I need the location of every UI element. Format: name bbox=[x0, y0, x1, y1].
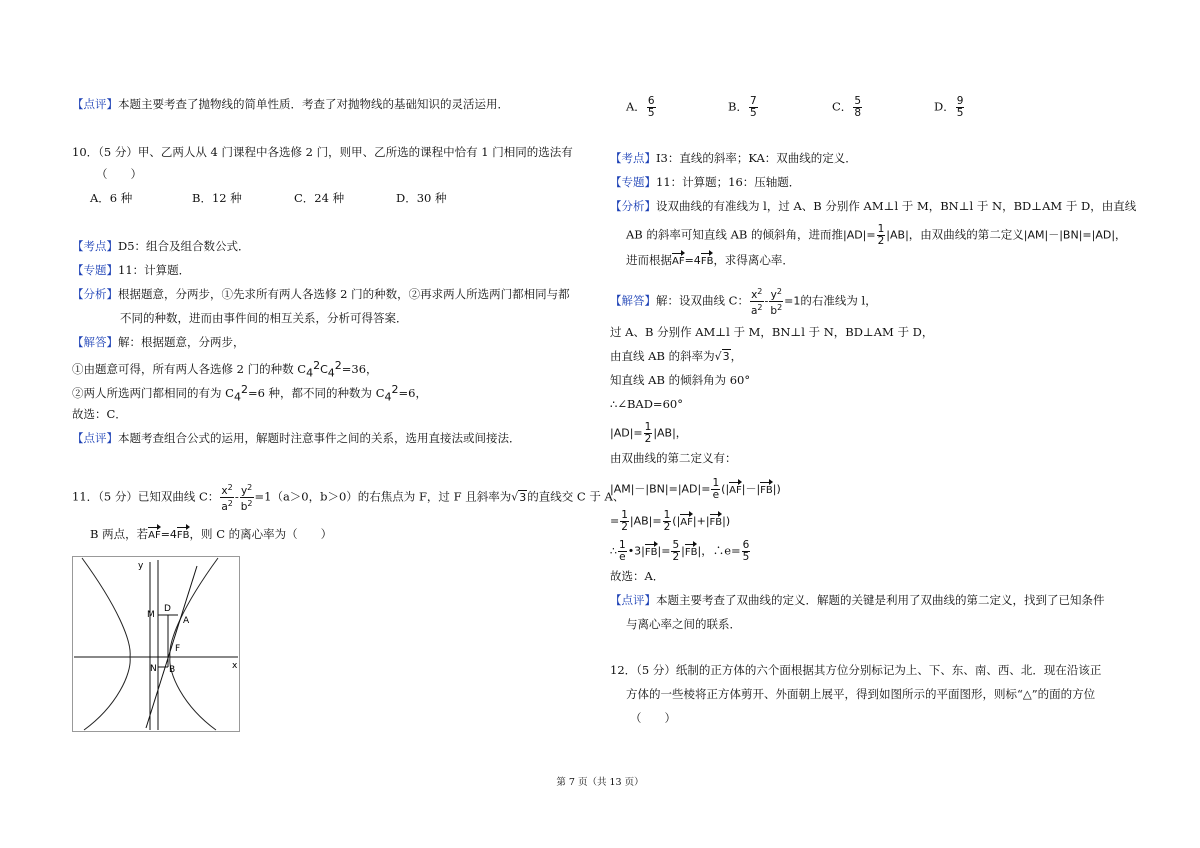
q11-option-a bbox=[626, 96, 657, 119]
q11-fenxi-3: 进而根据AF=4FB，求得离心率． bbox=[626, 252, 794, 270]
label-b: B bbox=[169, 665, 176, 675]
review-tag: 【点评】 bbox=[610, 593, 656, 607]
kaodian-tag: 【考点】 bbox=[72, 239, 118, 253]
kaodian-tag: 【考点】 bbox=[610, 151, 656, 165]
label-d: D bbox=[164, 604, 171, 614]
step2-end: =6， bbox=[398, 386, 427, 400]
q11-s2: 由直线 AB 的斜率为√3， bbox=[610, 349, 743, 363]
label-x: x bbox=[232, 661, 238, 671]
hyperbola-figure bbox=[72, 556, 240, 732]
q11-s6: 由双曲线的第二定义有： bbox=[610, 451, 737, 465]
fenxi3-b: ，求得离心率． bbox=[713, 253, 794, 267]
q10-jieda bbox=[72, 334, 245, 350]
q11-zhuanti bbox=[610, 174, 800, 190]
q11-s9: ∴ $\frac{1}{e}$ •3|FB|= $\frac{5}{2}$ |FB|，∴e= $\frac{6}{5}$ bbox=[610, 539, 750, 563]
fenxi-text-1: 根据题意，分两步，①先求所有两人各选修 2 门的种数，②再求两人所选两门都相同与都 bbox=[118, 287, 570, 301]
label-a: A bbox=[183, 616, 190, 626]
option-c-num: 5 bbox=[854, 95, 861, 107]
label-f: F bbox=[175, 644, 181, 654]
q11-kaodian bbox=[610, 150, 857, 166]
zhuanti-tag: 【专题】 bbox=[610, 175, 656, 189]
review-tag: 【点评】 bbox=[72, 431, 118, 445]
q12-line2: 方体的一些棱将正方体剪开、外面朝上展平，得到如图所示的平面图形，则标“△”的面的方位 bbox=[626, 687, 1096, 701]
q11-option-c bbox=[832, 96, 863, 119]
jieda-tag: 【解答】 bbox=[610, 293, 656, 308]
q10-paren: （ ） bbox=[96, 167, 142, 181]
fenxi2-b: ，由双曲线的第二定义 bbox=[908, 227, 1024, 242]
review-text-1: 本题主要考查了双曲线的定义．解题的关键是利用了双曲线的第二定义，找到了已知条件 bbox=[656, 593, 1105, 607]
option-c-den: 8 bbox=[854, 107, 861, 119]
fenxi-text-1: 设双曲线的有准线为 l，过 A、B 分别作 AM⊥l 于 M，BN⊥l 于 N，BD⊥AM 于 D，由直线 bbox=[656, 199, 1137, 213]
fenxi3-a: 进而根据 bbox=[626, 253, 672, 267]
q11-fenxi-2: AB 的斜率可知直线 AB 的倾斜角，进而推|AD|= $\frac{1}{2}$ |AB|，由双曲线的第二定义|AM|－|BN|=|AD|， bbox=[626, 223, 1127, 247]
q12-paren: （ ） bbox=[630, 711, 676, 725]
review-text: 本题主要考查了抛物线的简单性质．考查了对抛物线的基础知识的灵活运用． bbox=[118, 97, 509, 111]
figure-border bbox=[73, 557, 240, 732]
step1-result: =36， bbox=[341, 362, 378, 376]
option-c-label: C． bbox=[832, 99, 853, 114]
jieda-a: 解：设双曲线 C： bbox=[656, 293, 749, 308]
q10-option-c: C．24 种 bbox=[294, 191, 345, 205]
step1-text: ①由题意可得，所有两人各选修 2 门的种数 C bbox=[72, 362, 307, 376]
option-d-label: D． bbox=[934, 99, 955, 114]
q11-line2-a: B 两点，若 bbox=[90, 527, 149, 541]
q11-answer: 故选：A． bbox=[610, 569, 665, 583]
step2-text: ②两人所选两门都相同的有为 C bbox=[72, 386, 234, 400]
option-a-den: 5 bbox=[647, 107, 655, 119]
label-y: y bbox=[138, 561, 144, 571]
q11-s7: |AM|－|BN|=|AD|= $\frac{1}{e}$ (|AF|－|FB|) bbox=[610, 477, 781, 501]
s9-text: ，∴e= bbox=[701, 543, 741, 558]
q12-line1: 12．（5 分）纸制的正方体的六个面根据其方位分别标记为上、下、东、南、西、北．现在沿该正 bbox=[610, 663, 1102, 677]
q10-fenxi bbox=[72, 286, 570, 302]
zhuanti-text: 11：计算题；16：压轴题． bbox=[656, 175, 801, 189]
s2-text: 由直线 AB 的斜率为 bbox=[610, 349, 715, 363]
option-b-den: 5 bbox=[749, 107, 757, 119]
label-n: N bbox=[150, 664, 157, 674]
jieda-tag: 【解答】 bbox=[72, 335, 118, 349]
jieda-text: 解：根据题意，分两步， bbox=[118, 335, 245, 349]
fenxi-tag: 【分析】 bbox=[610, 199, 656, 213]
step2-mid: =6 种，都不同的种数为 C bbox=[247, 386, 385, 400]
q11-option-b bbox=[728, 96, 759, 119]
q11-line2: B 两点，若AF=4FB，则 C 的离心率为（ ） bbox=[90, 526, 332, 544]
q11-s3: 知直线 AB 的倾斜角为 60° bbox=[610, 373, 751, 387]
q10-review bbox=[72, 430, 521, 446]
q10-answer: 故选：C． bbox=[72, 407, 127, 421]
q11-review bbox=[610, 592, 1105, 608]
jieda-b: 的右准线为 l， bbox=[800, 293, 877, 308]
label-m: M bbox=[147, 610, 155, 620]
review-text: 本题考查组合公式的运用，解题时注意事件之间的关系，选用直接法或间接法． bbox=[118, 431, 521, 445]
q11-stem-a: 11．（5 分）已知双曲线 C： bbox=[72, 489, 220, 504]
option-a-num: 6 bbox=[647, 95, 655, 107]
q10-option-d: D．30 种 bbox=[396, 191, 447, 205]
q11-s4: ∴∠BAD=60° bbox=[610, 397, 683, 411]
review-tag: 【点评】 bbox=[72, 97, 118, 111]
q11-review-2: 与离心率之间的联系． bbox=[626, 617, 741, 631]
kaodian-text: D5：组合及组合数公式． bbox=[118, 239, 250, 253]
q9-review bbox=[72, 96, 509, 112]
q11-s5: |AD|= $\frac{1}{2}$ |AB|， bbox=[610, 421, 687, 445]
line-ab bbox=[146, 566, 197, 728]
q11-stem: 11．（5 分）已知双曲线 C： $\frac{x^2}{a^2}$ - $\frac{y^2}{b^2}$ =1（a＞0，b＞0）的右焦点为 F，过 F 且斜率为√3的直线交 C 于 A、 bbox=[72, 483, 625, 513]
zhuanti-text: 11：计算题． bbox=[118, 263, 191, 277]
option-b-num: 7 bbox=[749, 95, 757, 107]
fraction-x2-a2: $\frac{x^2}{a^2}$ bbox=[221, 483, 233, 513]
kaodian-text: I3：直线的斜率；KA：双曲线的定义． bbox=[656, 151, 857, 165]
q11-jieda: 【解答】解：设双曲线 C： $\frac{x^2}{a^2}$ - $\frac{y^2}{b^2}$ =1的右准线为 l， bbox=[610, 287, 877, 317]
fraction-y2-b2: $\frac{y^2}{b^2}$ bbox=[240, 483, 253, 513]
q10-kaodian bbox=[72, 238, 250, 254]
fenxi2-a: AB 的斜率可知直线 AB 的倾斜角，进而推 bbox=[626, 227, 843, 242]
q10-option-b: B．12 种 bbox=[192, 191, 242, 205]
q10-step1: ①由题意可得，所有两人各选修 2 门的种数 $C_4^2C_4^2=36$， bbox=[72, 359, 378, 380]
q10-stem: 10．（5 分）甲、乙两人从 4 门课程中各选修 2 门，则甲、乙所选的课程中恰有 1 门相同的选法有 bbox=[72, 145, 573, 159]
q11-s8: = $\frac{1}{2}$ |AB|= $\frac{1}{2}$ (|AF|+|FB|) bbox=[610, 509, 731, 533]
q11-stem-b: =1（a＞0，b＞0）的右焦点为 F，过 F 且斜率为 bbox=[254, 489, 512, 504]
option-b-label: B． bbox=[728, 99, 748, 114]
q10-zhuanti bbox=[72, 262, 190, 278]
zhuanti-tag: 【专题】 bbox=[72, 263, 118, 277]
fenxi-tag: 【分析】 bbox=[72, 287, 118, 301]
q11-fenxi bbox=[610, 198, 1136, 214]
left-branch bbox=[82, 558, 130, 730]
option-a-label: A． bbox=[626, 99, 646, 114]
page-footer: 第 7 页（共 13 页） bbox=[556, 777, 644, 788]
fenxi2-c: |AM|－|BN|=|AD|， bbox=[1023, 228, 1127, 242]
q11-stem-c: 的直线交 C 于 A、 bbox=[527, 489, 625, 504]
q10-fenxi-2: 不同的种数，进而由事件间的相互关系，分析可得答案． bbox=[120, 311, 408, 325]
option-d-den: 5 bbox=[956, 107, 964, 119]
q11-line2-b: ，则 C 的离心率为（ ） bbox=[189, 527, 333, 541]
q10-option-a: A．6 种 bbox=[90, 191, 133, 205]
q11-option-d bbox=[934, 96, 965, 119]
option-d-num: 9 bbox=[956, 95, 964, 107]
q10-step2: ②两人所选两门都相同的有为 $C_4^2=6$ 种，都不同的种数为 $C_4^2=6$， bbox=[72, 383, 427, 404]
q11-s1: 过 A、B 分别作 AM⊥l 于 M，BN⊥l 于 N，BD⊥AM 于 D， bbox=[610, 325, 934, 339]
